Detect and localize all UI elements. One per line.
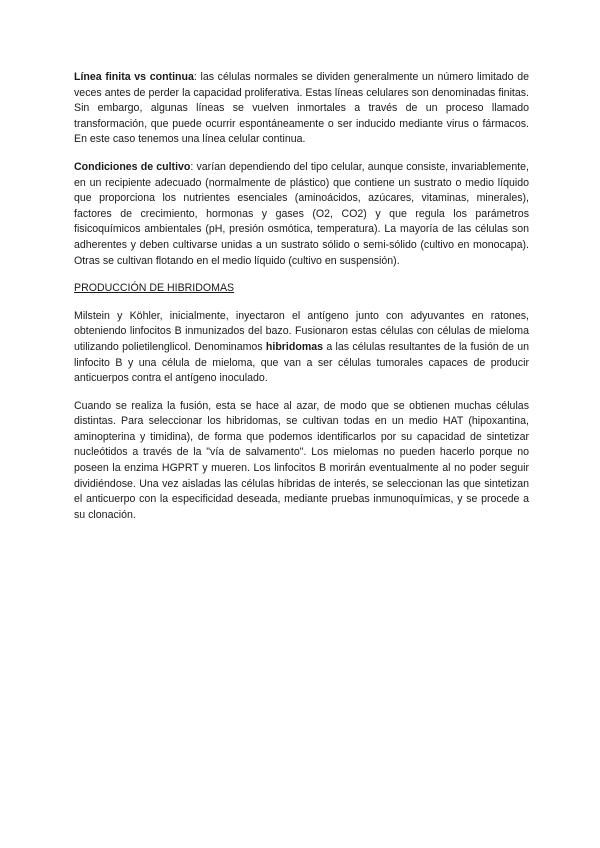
paragraph-fusion-seleccion <box>74 399 529 524</box>
document-body <box>74 70 529 535</box>
paragraph-text: Cuando se realiza la fusión, esta se hace al azar, de modo que se obtienen muchas células distintas. Para seleccionar los hibridomas, se cultivan todas en un medio HAT (hipoxantina, aminopterina y timidina), de forma que podemos identificarlos por su capacidad de sintetizar nucleótidos a través de la "vía de salvamento". Los mielomas no pueden hacerlo porque no poseen la enzima HGPRT y mueren. Los linfocitos B morirán eventualmente al no poder seguir dividiéndose. Una vez aisladas las células híbridas de interés, se seleccionan las que sintetizan el anticuerpo con la especificidad deseada, mediante pruebas inmunoquímicas, y se procede a su clonación. <box>74 399 529 521</box>
term-linea-finita: Línea finita vs continua <box>74 71 194 83</box>
paragraph-linea-finita <box>74 70 529 148</box>
paragraph-text: : varían dependiendo del tipo celular, aunque consiste, invariablemente, en un recipiente adecuado (normalmente de plástico) que contiene un sustrato o medio líquido que proporciona los nutrientes esenciales (aminoácidos, azúcares, vitaminas, minerales), factores de crecimiento, hormonas y gases (O2, CO2) y que regula los parámetros fisicoquímicos ambientales (pH, presión osmótica, temperatura). La mayoría de las células son adherentes y deben cultivarse unidas a un sustrato sólido o semi-sólido (cultivo en monocapa). Otras se cultivan flotando en el medio líquido (cultivo en suspensión). <box>74 160 529 267</box>
section-heading: PRODUCCIÓN DE HIBRIDOMAS <box>74 282 235 295</box>
paragraph-condiciones-cultivo <box>74 160 529 269</box>
term-hibridomas: hibridomas <box>265 340 324 353</box>
paragraph-text: Milstein y Köhler, inicialmente, inyectaron el antígeno junto con adyuvantes en ratones, obteniendo linfocitos B inmunizados del bazo. Fusionaron estas células con células de mieloma utilizando polietilenglicol. Denominamos <box>74 309 529 353</box>
paragraph-text: : las células normales se dividen generalmente un número limitado de veces antes de perder la capacidad proliferativa. Estas líneas celulares son denominadas finitas. Sin embargo, algunas líneas se vuelven inmortales a través de un proceso llamado transformación, que puede ocurrir espontáneamente o ser inducido mediante virus o fármacos. En este caso tenemos una línea celular continua. <box>74 71 529 146</box>
term-condiciones-cultivo: Condiciones de cultivo <box>74 160 191 173</box>
paragraph-milstein-kohler <box>74 309 529 387</box>
paragraph-text: a las células resultantes de la fusión de un linfocito B y una célula de mieloma, que van a ser células tumorales capaces de producir anticuerpos contra el antígeno inoculado. <box>74 340 529 385</box>
